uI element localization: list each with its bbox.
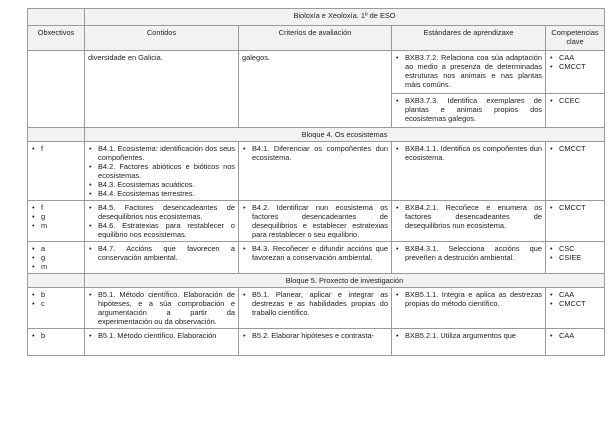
competence-item: • CAA [549, 53, 601, 62]
standard-item: • BXB5.1.1. Integra e aplica as destrezas propias do método científico. [395, 290, 542, 308]
objectives-cell [28, 201, 85, 242]
block-heading: Bloque 4. Os ecosistemas [85, 128, 605, 142]
table-row [28, 142, 605, 201]
competences-cell [546, 288, 605, 329]
band-spacer [28, 128, 85, 142]
criteria-cell [239, 242, 392, 274]
standards-cell [392, 142, 546, 201]
criteria-cell [239, 142, 392, 201]
corner-cell [28, 9, 85, 26]
contents-cell [85, 288, 239, 329]
standard-item: • BXB4.3.1. Selecciona accións que preveñen a destrución ambiental. [395, 244, 542, 262]
continuation-criteria: galegos. [239, 51, 392, 128]
curriculum-table [27, 8, 605, 356]
criterion-item: • B5.1. Planear, aplicar e integrar as destrezas e as habilidades propias do traballo científico. [242, 290, 388, 317]
header-objectives: Obxectivos [28, 26, 85, 51]
criteria-cell [239, 329, 392, 356]
criteria-cell [239, 288, 392, 329]
competence-item: • CAA [549, 290, 601, 299]
contents-cell [85, 142, 239, 201]
standard-item: • BXB4.2.1. Recoñece e enumera os factores desencadeantes de desequilibrios nun ecosistema. [395, 203, 542, 230]
content-item: • B4.6. Estratexias para restablecer o equilibrio nos ecosistemas. [88, 221, 235, 239]
competence-item: • CMCCT [549, 144, 601, 153]
block-heading: Bloque 5. Proxecto de investigación [85, 274, 605, 288]
competence-item: • CCEC [549, 96, 601, 105]
objectives-cell [28, 329, 85, 356]
competence-item: • CMCCT [549, 203, 601, 212]
objectives-cell [28, 242, 85, 274]
competence-item: • CSC [549, 244, 601, 253]
objective-item: • f [31, 144, 81, 153]
competence-item: • CSIEE [549, 253, 601, 262]
objective-item: • b [31, 290, 81, 299]
objective-item: • m [31, 262, 81, 271]
table-title-row [28, 9, 605, 26]
continuation-standards [392, 51, 546, 128]
content-item: • B4.2. Factores abióticos e bióticos nos ecosistemas. [88, 162, 235, 180]
objective-item: • b [31, 331, 81, 340]
table-row [28, 288, 605, 329]
content-item: • B4.1. Ecosistema: identificación dos seus compoñentes. [88, 144, 235, 162]
contents-cell [85, 329, 239, 356]
table-row [28, 201, 605, 242]
criterion-item: • B4.1. Diferenciar os compoñentes dun ecosistema. [242, 144, 388, 162]
standard-item: • BXB5.2.1. Utiliza argumentos que [395, 331, 542, 340]
table-row [28, 329, 605, 356]
band-spacer [28, 274, 85, 288]
content-item: • B4.5. Factores desencadeantes de desequilibrios nos ecosistemas. [88, 203, 235, 221]
header-contents: Contidos [85, 26, 239, 51]
objective-item: • c [31, 299, 81, 308]
objectives-cell [28, 288, 85, 329]
competences-cell [546, 329, 605, 356]
table-row-continuation [28, 51, 605, 128]
block-heading-row [28, 274, 605, 288]
objective-item: • f [31, 203, 81, 212]
contents-cell [85, 201, 239, 242]
header-standards: Estándares de aprendizaxe [392, 26, 546, 51]
objective-item: • m [31, 221, 81, 230]
objective-item: • g [31, 253, 81, 262]
competence-item: • CMCCT [549, 299, 601, 308]
table-row [28, 242, 605, 274]
standard-item: • BXB3.7.3. Identifica exemplares de plantas e animais propios dos ecosistemas galegos. [395, 96, 542, 123]
content-item: • B4.3. Ecosistemas acuáticos. [88, 180, 235, 189]
objective-item: • g [31, 212, 81, 221]
criterion-item: • B5.2. Elaborar hipóteses e contrasta- [242, 331, 388, 340]
table-title: Bioloxía e Xeoloxía. 1º de ESO [85, 9, 605, 26]
competences-cell [546, 142, 605, 201]
objectives-cell [28, 142, 85, 201]
competence-item: • CMCCT [549, 62, 601, 71]
competences-cell [546, 201, 605, 242]
objective-item: • a [31, 244, 81, 253]
criteria-cell [239, 201, 392, 242]
header-competences: Competencias clave [546, 26, 605, 51]
standards-cell [392, 242, 546, 274]
contents-cell [85, 242, 239, 274]
content-item: • B4.4. Ecosistemas terrestres. [88, 189, 235, 198]
content-item: • B5.1. Método científico. Elaboración [88, 331, 235, 340]
continuation-competences [546, 51, 605, 128]
content-item: • B5.1. Método científico. Elaboración de hipóteses, e a súa comprobación e argumentación a partir da experimentación ou da observación. [88, 290, 235, 326]
standard-item: • BXB3.7.2. Relaciona coa súa adaptación ao medio a presenza de determinadas estruturas nos animais e nas plantas máis comúns. [395, 53, 542, 89]
continuation-objectives [28, 51, 85, 128]
standards-cell [392, 329, 546, 356]
standard-item: • BXB4.1.1. Identifica os compoñentes dun ecosistema. [395, 144, 542, 162]
criterion-item: • B4.2. Identificar nun ecosistema os factores desencadeantes de desequilibrios e establecer estratexias para restablecer o seu equilibrio. [242, 203, 388, 239]
standards-cell [392, 201, 546, 242]
column-header-row [28, 26, 605, 51]
block-heading-row [28, 128, 605, 142]
continuation-contents: diversidade en Galicia. [85, 51, 239, 128]
criterion-item: • B4.3. Recoñecer e difundir accións que favorezan a conservación ambiental. [242, 244, 388, 262]
competences-cell [546, 242, 605, 274]
standards-cell [392, 288, 546, 329]
content-item: • B4.7. Accións que favorecen a conservación ambiental. [88, 244, 235, 262]
header-criteria: Criterios de avaliación [239, 26, 392, 51]
competence-item: • CAA [549, 331, 601, 340]
